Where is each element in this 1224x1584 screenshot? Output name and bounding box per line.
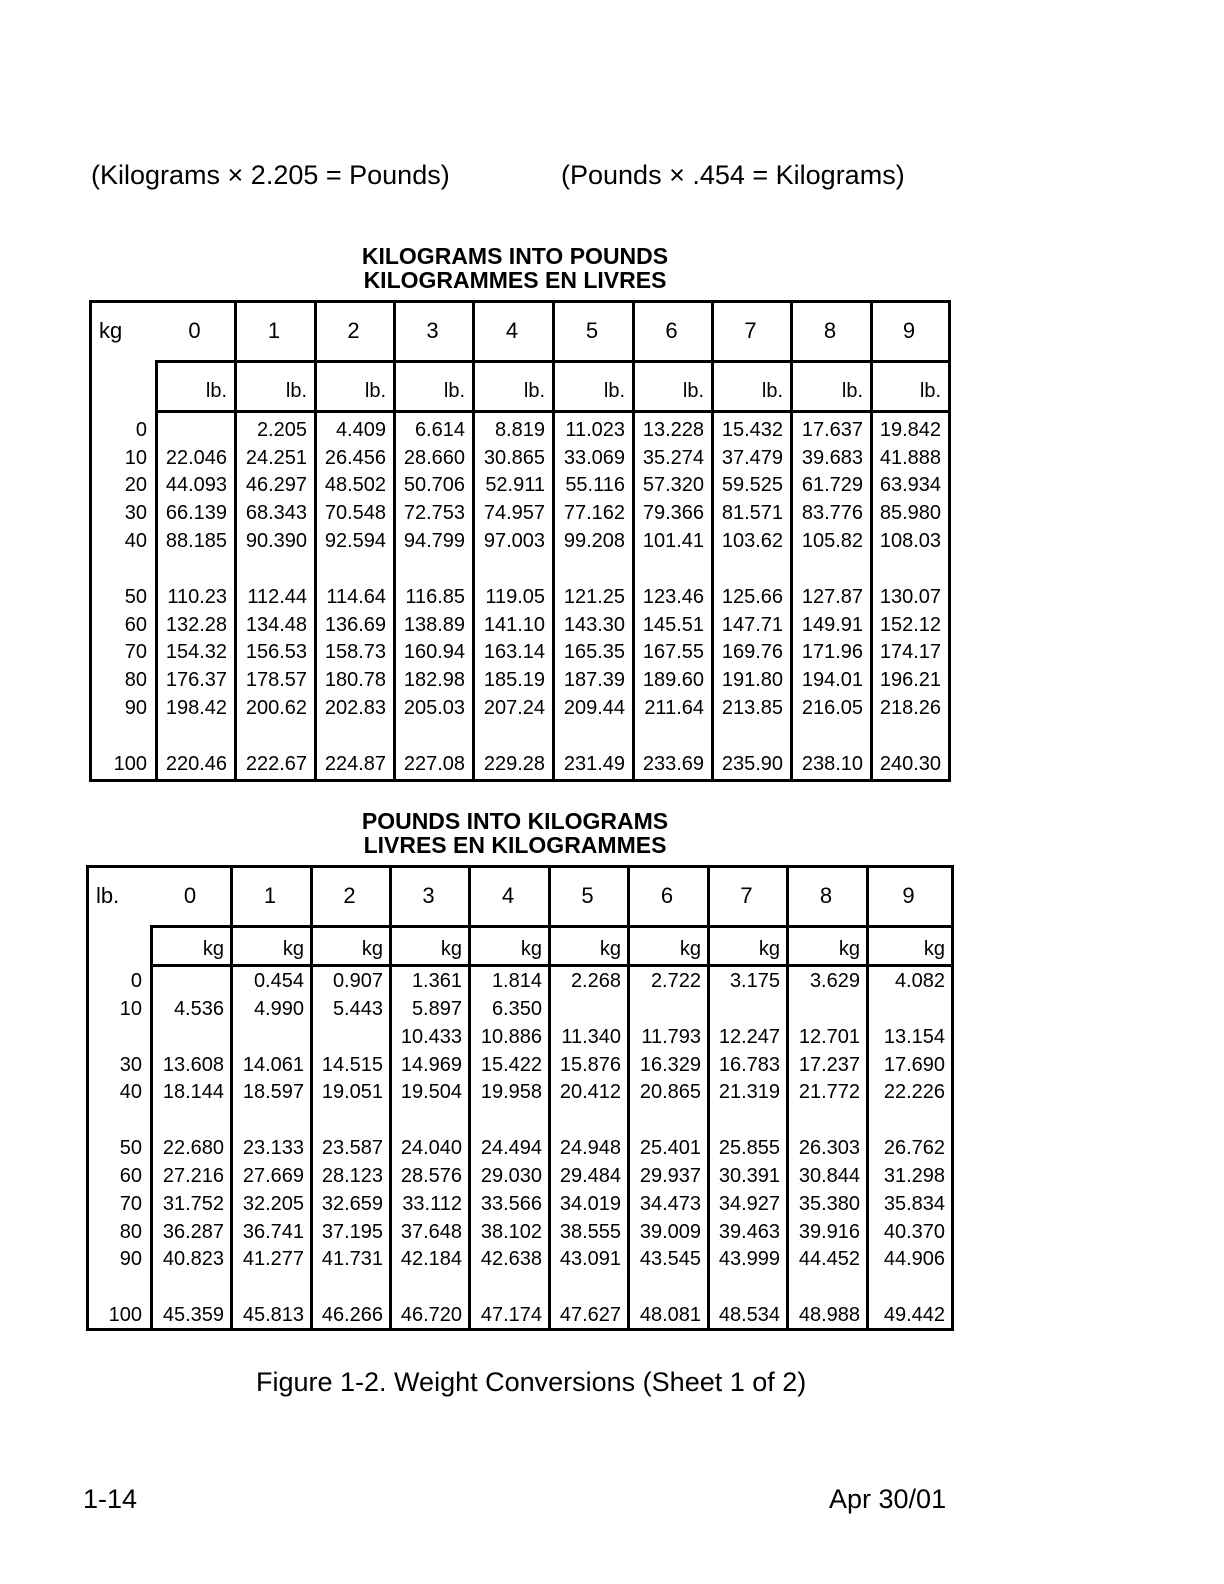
table-cell: 55.116	[565, 474, 625, 496]
table-cell: 88.185	[165, 530, 227, 552]
table-cell: 46.720	[400, 1304, 462, 1326]
unit-label: kg	[520, 938, 542, 960]
table-cell: 12.247	[718, 1026, 780, 1048]
table-cell: 97.003	[483, 530, 545, 552]
table-cell: 189.60	[642, 669, 704, 691]
table-cell: 185.19	[483, 669, 545, 691]
unit-label: lb.	[919, 380, 941, 402]
table-cell: 11.340	[561, 1026, 621, 1048]
table-cell: 158.73	[324, 641, 386, 663]
column-header-2: 2	[347, 318, 360, 343]
table-cell: 17.690	[883, 1054, 945, 1076]
table-cell: 3.629	[809, 970, 860, 992]
column-header-1: 1	[263, 883, 277, 908]
table-cell: 238.10	[801, 753, 863, 775]
table-cell: 14.515	[321, 1054, 383, 1076]
table-cell: 240.30	[879, 753, 941, 775]
column-header-9: 9	[902, 318, 916, 343]
table-cell: 48.081	[639, 1304, 701, 1326]
table-cell: 63.934	[879, 474, 941, 496]
table-cell: 44.093	[165, 474, 227, 496]
table-cell: 47.627	[559, 1304, 621, 1326]
table-cell: 2.268	[570, 970, 621, 992]
lb-to-kg-title-en: POUNDS INTO KILOGRAMS	[361, 808, 669, 834]
column-header-9: 9	[902, 883, 915, 908]
table-cell: 33.566	[480, 1193, 542, 1215]
table-cell: 20.412	[559, 1081, 621, 1103]
table-cell: 40.823	[162, 1248, 224, 1270]
column-header-8: 8	[819, 883, 833, 908]
lb-to-kg-title-fr: LIVRES EN KILOGRAMMES	[363, 832, 667, 858]
table-cell: 59.525	[721, 474, 783, 496]
table-cell: 23.587	[321, 1137, 383, 1159]
table-cell: 39.683	[801, 447, 863, 469]
table-cell: 28.660	[403, 447, 465, 469]
row-label: 100	[113, 753, 147, 775]
table-cell: 27.216	[162, 1165, 224, 1187]
table-cell: 52.911	[485, 474, 545, 496]
table-cell: 94.799	[403, 530, 465, 552]
kg-to-lb-title-fr: KILOGRAMMES EN LIVRES	[363, 267, 667, 293]
unit-label: lb.	[841, 380, 863, 402]
table-cell: 26.456	[324, 447, 386, 469]
table-cell: 38.102	[480, 1221, 542, 1243]
table-cell: 70.548	[324, 502, 386, 524]
table-cell: 21.772	[798, 1081, 860, 1103]
corner-label: lb.	[96, 883, 120, 908]
table-cell: 47.174	[480, 1304, 542, 1326]
formula-kg-to-lb: (Kilograms × 2.205 = Pounds)	[91, 160, 450, 190]
table-cell: 72.753	[403, 502, 465, 524]
table-cell: 112.44	[247, 586, 307, 608]
table-cell: 176.37	[165, 669, 227, 691]
table-cell: 143.30	[563, 614, 625, 636]
table-cell: 24.040	[400, 1137, 462, 1159]
table-cell: 11.023	[565, 419, 625, 441]
table-cell: 29.937	[639, 1165, 701, 1187]
table-cell: 222.67	[245, 753, 307, 775]
table-cell: 22.680	[162, 1137, 224, 1159]
revision-date: Apr 30/01	[829, 1484, 947, 1514]
table-cell: 13.154	[883, 1026, 945, 1048]
table-cell: 16.783	[718, 1054, 780, 1076]
figure-caption: Figure 1-2. Weight Conversions (Sheet 1 of 2)	[256, 1367, 807, 1397]
table-cell: 90.390	[245, 530, 307, 552]
table-cell: 15.422	[480, 1054, 542, 1076]
table-cell: 180.78	[324, 669, 386, 691]
table-cell: 132.28	[165, 614, 227, 636]
table-cell: 5.443	[332, 998, 383, 1020]
table-cell: 24.251	[245, 447, 307, 469]
row-label: 0	[130, 970, 142, 992]
column-header-5: 5	[581, 883, 594, 908]
table-cell: 43.999	[718, 1248, 780, 1270]
row-label: 70	[119, 1193, 142, 1215]
table-cell: 160.94	[403, 641, 465, 663]
table-cell: 41.277	[242, 1248, 304, 1270]
table-cell: 66.139	[165, 502, 227, 524]
table-cell: 31.298	[883, 1165, 945, 1187]
table-cell: 207.24	[483, 697, 545, 719]
table-cell: 29.484	[559, 1165, 621, 1187]
table-cell: 34.019	[559, 1193, 621, 1215]
row-label: 50	[119, 1137, 142, 1159]
unit-label: lb.	[761, 380, 783, 402]
column-header-7: 7	[740, 883, 753, 908]
table-cell: 174.17	[879, 641, 941, 663]
table-cell: 119.05	[485, 586, 545, 608]
table-cell: 39.916	[798, 1221, 860, 1243]
column-header-2: 2	[343, 883, 356, 908]
table-cell: 6.614	[414, 419, 465, 441]
table-cell: 30.865	[483, 447, 545, 469]
table-cell: 229.28	[483, 753, 545, 775]
table-cell: 13.228	[642, 419, 704, 441]
table-cell: 26.762	[883, 1137, 945, 1159]
unit-label: kg	[923, 938, 945, 960]
table-cell: 154.32	[165, 641, 227, 663]
unit-divider	[150, 964, 951, 967]
table-cell: 141.10	[483, 614, 545, 636]
column-header-4: 4	[505, 318, 519, 343]
table-cell: 19.842	[879, 419, 941, 441]
table-cell: 16.329	[639, 1054, 701, 1076]
table-cell: 30.391	[718, 1165, 780, 1187]
row-label: 40	[124, 530, 147, 552]
table-cell: 31.752	[162, 1193, 224, 1215]
table-cell: 41.731	[321, 1248, 383, 1270]
table-cell: 20.865	[639, 1081, 701, 1103]
row-label: 60	[124, 614, 147, 636]
unit-label: kg	[440, 938, 462, 960]
table-cell: 29.030	[480, 1165, 542, 1187]
table-cell: 6.350	[491, 998, 542, 1020]
table-cell: 19.958	[480, 1081, 542, 1103]
table-cell: 17.237	[798, 1054, 860, 1076]
table-cell: 19.051	[321, 1081, 383, 1103]
unit-divider	[155, 410, 948, 413]
page-number: 1-14	[83, 1484, 138, 1514]
table-cell: 108.03	[879, 530, 941, 552]
row-label: 20	[124, 474, 147, 496]
table-cell: 34.927	[718, 1193, 780, 1215]
table-cell: 21.319	[718, 1081, 780, 1103]
table-cell: 99.208	[563, 530, 625, 552]
table-cell: 46.297	[245, 474, 307, 496]
table-cell: 202.83	[324, 697, 386, 719]
table-cell: 152.12	[879, 614, 941, 636]
table-cell: 224.87	[324, 753, 386, 775]
table-cell: 138.89	[403, 614, 465, 636]
corner-label: kg	[99, 318, 123, 343]
table-cell: 45.359	[162, 1304, 224, 1326]
table-cell: 171.96	[801, 641, 863, 663]
table-cell: 83.776	[801, 502, 863, 524]
table-cell: 36.287	[162, 1221, 224, 1243]
table-cell: 57.320	[642, 474, 704, 496]
table-cell: 36.741	[242, 1221, 304, 1243]
lb-to-kg-title	[0, 809, 1030, 857]
table-cell: 74.957	[483, 502, 545, 524]
kg-to-lb-title	[0, 244, 1030, 292]
header-divider	[150, 925, 951, 928]
table-cell: 147.71	[721, 614, 783, 636]
unit-label: kg	[599, 938, 621, 960]
table-cell: 169.76	[721, 641, 783, 663]
table-cell: 22.046	[165, 447, 227, 469]
table-cell: 156.53	[245, 641, 307, 663]
table-cell: 32.205	[242, 1193, 304, 1215]
unit-label: lb.	[603, 380, 625, 402]
table-cell: 198.42	[165, 697, 227, 719]
table-cell: 14.061	[242, 1054, 304, 1076]
unit-label: lb.	[364, 380, 386, 402]
column-header-4: 4	[501, 883, 515, 908]
column-header-3: 3	[422, 883, 435, 908]
unit-label: kg	[838, 938, 860, 960]
table-cell: 92.594	[324, 530, 386, 552]
table-cell: 4.536	[173, 998, 224, 1020]
unit-label: lb.	[205, 380, 227, 402]
table-cell: 103.62	[721, 530, 783, 552]
table-cell: 37.648	[400, 1221, 462, 1243]
table-cell: 24.948	[559, 1137, 621, 1159]
unit-label: lb.	[682, 380, 704, 402]
table-cell: 25.855	[718, 1137, 780, 1159]
column-header-0: 0	[183, 883, 197, 908]
table-cell: 43.545	[639, 1248, 701, 1270]
table-cell: 205.03	[403, 697, 465, 719]
table-cell: 68.343	[245, 502, 307, 524]
unit-label: kg	[202, 938, 224, 960]
row-label: 30	[119, 1054, 142, 1076]
unit-label: kg	[679, 938, 701, 960]
table-cell: 35.274	[642, 447, 704, 469]
table-cell: 27.669	[242, 1165, 304, 1187]
row-label: 40	[119, 1081, 142, 1103]
table-cell: 227.08	[403, 753, 465, 775]
table-cell: 134.48	[245, 614, 307, 636]
table-cell: 231.49	[563, 753, 625, 775]
table-cell: 101.41	[642, 530, 704, 552]
row-label: 10	[124, 447, 147, 469]
table-cell: 167.55	[642, 641, 704, 663]
table-cell: 163.14	[483, 641, 545, 663]
column-header-5: 5	[585, 318, 599, 343]
row-label: 70	[124, 641, 147, 663]
lb-to-kg-table	[86, 865, 954, 1331]
table-cell: 33.069	[563, 447, 625, 469]
table-cell: 50.706	[403, 474, 465, 496]
table-cell: 218.26	[879, 697, 941, 719]
table-cell: 30.844	[798, 1165, 860, 1187]
row-label: 80	[119, 1221, 142, 1243]
table-cell: 187.39	[563, 669, 625, 691]
table-cell: 10.433	[400, 1026, 462, 1048]
column-header-6: 6	[660, 883, 674, 908]
row-label: 60	[119, 1165, 142, 1187]
table-cell: 22.226	[883, 1081, 945, 1103]
table-cell: 26.303	[798, 1137, 860, 1159]
table-cell: 33.112	[402, 1193, 462, 1215]
table-cell: 25.401	[639, 1137, 701, 1159]
table-cell: 8.819	[494, 419, 545, 441]
table-cell: 39.463	[718, 1221, 780, 1243]
table-cell: 1.361	[411, 970, 462, 992]
column-header-8: 8	[823, 318, 837, 343]
table-cell: 136.69	[324, 614, 386, 636]
table-cell: 178.57	[245, 669, 307, 691]
table-cell: 43.091	[559, 1248, 621, 1270]
table-cell: 28.576	[400, 1165, 462, 1187]
table-cell: 194.01	[801, 669, 863, 691]
table-cell: 5.897	[411, 998, 462, 1020]
table-cell: 211.64	[644, 697, 704, 719]
table-cell: 209.44	[563, 697, 625, 719]
table-cell: 1.814	[491, 970, 542, 992]
table-cell: 12.701	[798, 1026, 860, 1048]
table-cell: 42.638	[480, 1248, 542, 1270]
table-cell: 77.162	[563, 502, 625, 524]
table-cell: 220.46	[165, 753, 227, 775]
kg-to-lb-table	[89, 300, 951, 782]
table-cell: 200.62	[245, 697, 307, 719]
table-cell: 0.454	[253, 970, 304, 992]
table-cell: 11.793	[641, 1026, 701, 1048]
table-cell: 48.502	[324, 474, 386, 496]
table-cell: 196.21	[879, 669, 941, 691]
column-header-1: 1	[267, 318, 281, 343]
table-cell: 235.90	[721, 753, 783, 775]
table-cell: 39.009	[639, 1221, 701, 1243]
table-cell: 145.51	[642, 614, 704, 636]
table-cell: 19.504	[400, 1081, 462, 1103]
table-cell: 15.432	[721, 419, 783, 441]
unit-label: lb.	[285, 380, 307, 402]
table-cell: 213.85	[721, 697, 783, 719]
table-cell: 40.370	[883, 1221, 945, 1243]
table-cell: 18.597	[242, 1081, 304, 1103]
column-header-7: 7	[744, 318, 757, 343]
table-cell: 28.123	[321, 1165, 383, 1187]
table-cell: 24.494	[480, 1137, 542, 1159]
table-cell: 44.452	[798, 1248, 860, 1270]
table-cell: 81.571	[721, 502, 783, 524]
table-cell: 61.729	[801, 474, 863, 496]
table-cell: 42.184	[400, 1248, 462, 1270]
table-cell: 49.442	[883, 1304, 945, 1326]
table-cell: 3.175	[729, 970, 780, 992]
table-cell: 45.813	[242, 1304, 304, 1326]
table-cell: 48.534	[718, 1304, 780, 1326]
table-cell: 10.886	[480, 1026, 542, 1048]
table-cell: 44.906	[883, 1248, 945, 1270]
table-cell: 41.888	[879, 447, 941, 469]
table-cell: 79.366	[642, 502, 704, 524]
table-cell: 127.87	[801, 586, 863, 608]
table-cell: 14.969	[400, 1054, 462, 1076]
table-cell: 85.980	[879, 502, 941, 524]
table-cell: 116.85	[405, 586, 465, 608]
table-cell: 2.722	[650, 970, 701, 992]
table-cell: 35.834	[883, 1193, 945, 1215]
table-cell: 23.133	[242, 1137, 304, 1159]
table-cell: 18.144	[162, 1081, 224, 1103]
table-cell: 13.608	[162, 1054, 224, 1076]
table-cell: 46.266	[321, 1304, 383, 1326]
unit-label: lb.	[523, 380, 545, 402]
row-label: 90	[124, 697, 147, 719]
kg-to-lb-title-en: KILOGRAMS INTO POUNDS	[361, 243, 669, 269]
table-cell: 121.25	[563, 586, 625, 608]
column-header-6: 6	[665, 318, 678, 343]
column-header-3: 3	[426, 318, 439, 343]
row-label: 90	[119, 1248, 142, 1270]
table-cell: 130.07	[879, 586, 941, 608]
header-divider	[155, 360, 948, 363]
table-cell: 191.80	[721, 669, 783, 691]
column-header-0: 0	[188, 318, 201, 343]
table-cell: 110.23	[167, 586, 227, 608]
table-cell: 37.479	[721, 447, 783, 469]
row-label: 30	[124, 502, 147, 524]
table-cell: 37.195	[321, 1221, 383, 1243]
table-cell: 105.82	[801, 530, 863, 552]
row-label: 10	[119, 998, 142, 1020]
formula-lb-to-kg: (Pounds × .454 = Kilograms)	[561, 160, 905, 190]
table-cell: 233.69	[642, 753, 704, 775]
table-cell: 4.990	[253, 998, 304, 1020]
table-cell: 4.409	[335, 419, 386, 441]
table-cell: 15.876	[559, 1054, 621, 1076]
table-cell: 38.555	[559, 1221, 621, 1243]
table-cell: 32.659	[321, 1193, 383, 1215]
table-cell: 0.907	[332, 970, 383, 992]
table-cell: 48.988	[798, 1304, 860, 1326]
row-label: 100	[108, 1304, 142, 1326]
table-cell: 2.205	[256, 419, 307, 441]
table-cell: 4.082	[894, 970, 945, 992]
table-cell: 34.473	[639, 1193, 701, 1215]
table-cell: 123.46	[642, 586, 704, 608]
table-cell: 35.380	[798, 1193, 860, 1215]
table-cell: 165.35	[563, 641, 625, 663]
table-cell: 149.91	[801, 614, 863, 636]
table-cell: 216.05	[801, 697, 863, 719]
unit-label: kg	[282, 938, 304, 960]
table-cell: 17.637	[801, 419, 863, 441]
table-cell: 125.66	[721, 586, 783, 608]
row-label: 80	[124, 669, 147, 691]
row-label: 50	[124, 586, 147, 608]
unit-label: kg	[361, 938, 383, 960]
unit-label: kg	[758, 938, 780, 960]
table-cell: 114.64	[326, 586, 386, 608]
unit-label: lb.	[443, 380, 465, 402]
table-cell: 182.98	[403, 669, 465, 691]
row-label: 0	[135, 419, 147, 441]
